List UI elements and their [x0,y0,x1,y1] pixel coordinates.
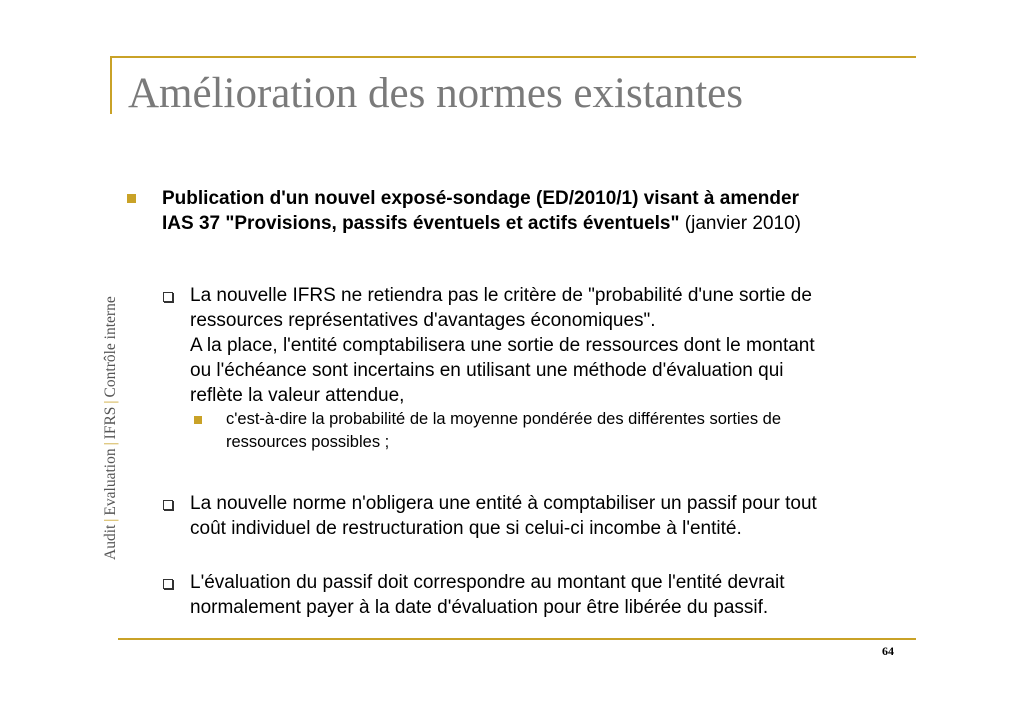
main-bullet-line-2-bold: IAS 37 "Provisions, passifs éventuels et actifs éventuels" [162,213,680,234]
sub-bullet-1-icon [163,292,173,302]
nested-bullet-text [226,408,781,454]
sub-bullet-1-line: A la place, l'entité comptabilisera une sortie de ressources dont le montant [190,335,815,356]
nested-bullet-icon [194,416,202,424]
sub-bullet-1-line: La nouvelle IFRS ne retiendra pas le critère de "probabilité d'une sortie de [190,285,812,306]
sub-bullet-1-text [190,283,815,408]
side-label-evaluation: Evaluation [102,448,119,516]
side-label-separator: | [102,400,119,404]
sub-bullet-2-icon [163,500,173,510]
page-number: 64 [882,644,894,658]
main-bullet-text [162,186,801,236]
side-label [102,296,120,560]
main-bullet-line-2 [162,211,801,236]
main-bullet-icon [127,194,136,203]
sub-bullet-3-text [190,570,785,620]
main-bullet-line-1: Publication d'un nouvel exposé-sondage (ED/2010/1) visant à amender [162,188,799,209]
side-label-separator: | [102,518,119,522]
main-bullet-line-2-date: (janvier 2010) [679,213,801,234]
sub-bullet-1-line: reflète la valeur attendue, [190,385,405,406]
side-label-audit: Audit [102,524,119,560]
header-divider [110,56,916,58]
sub-bullet-2-line: coût individuel de restructuration que si celui-ci incombe à l'entité. [190,518,742,539]
header-left-accent [110,56,112,114]
nested-bullet-line: c'est-à-dire la probabilité de la moyenne pondérée des différentes sorties de [226,410,782,428]
side-label-controle-interne: Contrôle interne [102,296,119,398]
sub-bullet-1-line: ressources représentatives d'avantages économiques". [190,310,656,331]
sub-bullet-3-icon [163,579,173,589]
sub-bullet-1-line: ou l'échéance sont incertains en utilisant une méthode d'évaluation qui [190,360,784,381]
sub-bullet-2-text [190,491,817,541]
side-label-ifrs: IFRS [102,406,119,440]
sub-bullet-3-line: L'évaluation du passif doit correspondre au montant que l'entité devrait [190,572,785,593]
sub-bullet-2-line: La nouvelle norme n'obligera une entité à comptabiliser un passif pour tout [190,493,817,514]
nested-bullet-line: ressources possibles ; [226,433,390,451]
slide-title: Amélioration des normes existantes [128,70,743,117]
sub-bullet-3-line: normalement payer à la date d'évaluation pour être libérée du passif. [190,597,769,618]
footer-divider [118,638,916,640]
side-label-separator: | [102,442,119,446]
